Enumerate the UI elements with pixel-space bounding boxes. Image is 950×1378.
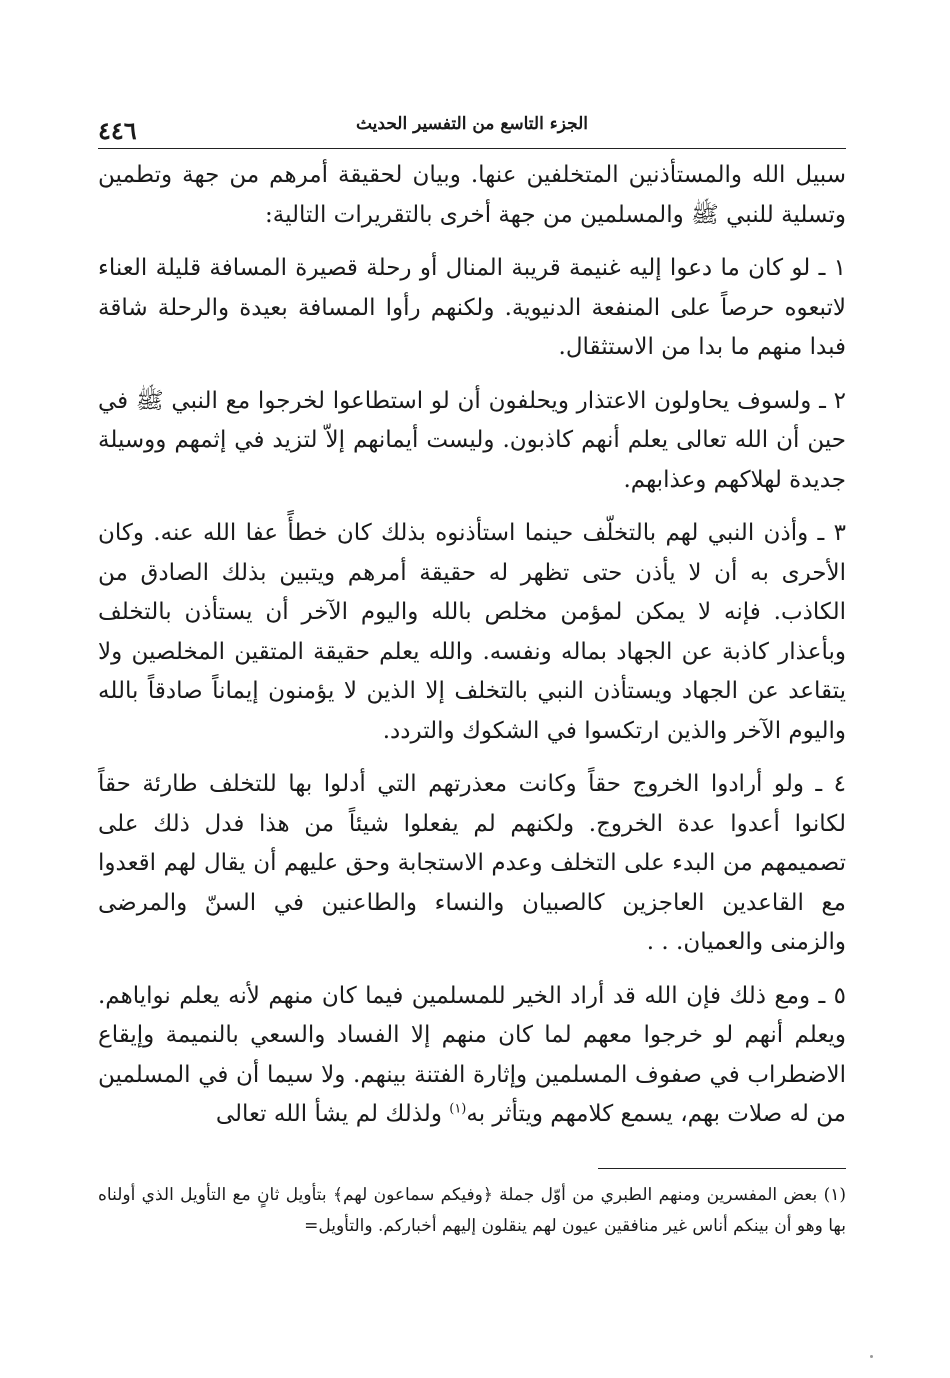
paragraph-point-1: ١ ـ لو كان ما دعوا إليه غنيمة قريبة المنال أو رحلة قصيرة المسافة قليلة العناء لاتبعوه حرصاً على المنفعة الدنيوية. ولكنهم رأوا المسافة بعيدة والرحلة شاقة فبدا منهم ما بدا من الاستثقال. — [98, 255, 846, 360]
header-rule — [98, 148, 846, 149]
paragraph-point-5-continuation: ولذلك لم يشأ الله تعالى — [215, 1101, 450, 1127]
scan-speck — [870, 1355, 873, 1358]
paragraph-intro: سبيل الله والمستأذنين المتخلفين عنها. وبيان لحقيقة أمرهم من جهة وتطمين وتسلية للنبي ﷺ والمسلمين من جهة أخرى بالتقريرات التالية: — [98, 162, 846, 228]
running-title: الجزء التاسع من التفسير الحديث — [355, 114, 588, 134]
page-number: ٤٤٦ — [98, 116, 137, 145]
main-text — [98, 156, 846, 1149]
paragraph-point-4: ٤ ـ ولو أرادوا الخروج حقاً وكانت معذرتهم التي أدلوا بها للتخلف طارئة حقاً لكانوا أعدوا عدة الخروج. ولكنهم لم يفعلوا شيئاً من هذا فدل ذلك على تصميمهم من البدء على التخلف وعدم الاستجابة وحق عليهم أن يقال لهم اقعدوا مع القاعدين العاجزين كالصبيان والنساء والطاعنين في السنّ والمرضى والزمنى والعميان. . . — [98, 771, 846, 955]
paragraph-point-2: ٢ ـ ولسوف يحاولون الاعتذار ويحلفون أن لو استطاعوا لخرجوا مع النبي ﷺ في حين أن الله تعالى يعلم أنهم كاذبون. وليست أيمانهم إلاّ لتزيد في إثمهم ووسيلة جديدة لهلاكهم وعذابهم. — [98, 387, 846, 493]
footnotes — [98, 1180, 846, 1242]
paragraph-point-5-text: ٥ ـ ومع ذلك فإن الله قد أراد الخير للمسلمين فيما كان منهم لأنه يعلم نواياهم. ويعلم أنهم لو خرجوا معهم لما كان منهم إلا الفساد والسعي بالنميمة وإيقاع الاضطراب في صفوف المسلمين وإثارة الفتنة بينهم. ولا سيما أن في المسلمين من له صلات بهم، يسمع كلامهم ويتأثر به — [98, 982, 846, 1127]
footnote-separator — [598, 1168, 846, 1169]
paragraph-point-3: ٣ ـ وأذن النبي لهم بالتخلّف حينما استأذنوه بذلك كان خطأً عفا الله عنه. وكان الأحرى به أن لا يأذن حتى تظهر له حقيقة أمرهم ويتبين بذلك الصادق من الكاذب. فإنه لا يمكن لمؤمن مخلص بالله واليوم الآخر أن يستأذن بالتخلف وبأعذار كاذبة عن الجهاد بماله ونفسه. والله يعلم حقيقة المتقين المخلصين ولا يتقاعد عن الجهاد ويستأذن النبي بالتخلف إلا الذين لا يؤمنون إيماناً صادقاً بالله واليوم الآخر والذين ارتكسوا في الشكوك والتردد. — [98, 520, 846, 744]
page-header — [98, 108, 846, 148]
footnote-1: (١) بعض المفسرين ومنهم الطبري من أوّل جملة ﴿وفيكم سماعون لهم﴾ بتأويل ثانٍ مع التأويل الذي أولناه بها وهو أن بينكم أناس غير منافقين عيون لهم ينقلون إليهم أخباركم. والتأويل= — [98, 1185, 846, 1236]
paragraph-point-5 — [98, 977, 846, 1135]
footnote-reference: (١) — [449, 1101, 467, 1117]
